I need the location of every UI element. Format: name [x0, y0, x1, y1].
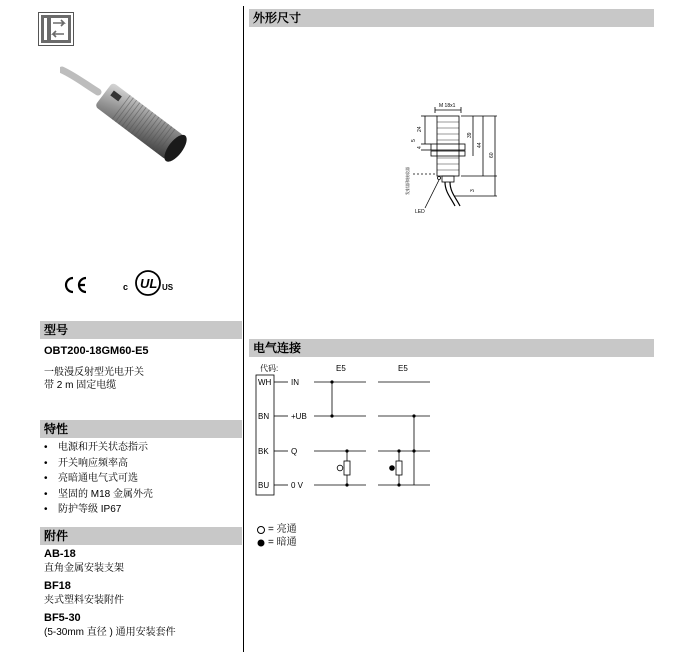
dim-label: 60	[489, 152, 495, 158]
feature-item: • 电源和开关状态指示	[44, 442, 148, 453]
dim-label: 5	[411, 139, 417, 142]
legend-dark-label: = 暗通	[268, 537, 297, 548]
dimensions-header: 外形尺寸	[249, 9, 654, 27]
ul-listed-logo	[120, 268, 176, 298]
features-header: 特性	[40, 420, 242, 438]
model-header: 型号	[40, 321, 242, 339]
model-code: OBT200-18GM60-E5	[44, 345, 149, 357]
svg-text:UL: UL	[140, 276, 158, 291]
terminal-label: Q	[291, 447, 298, 456]
dim-thread: M 18x1	[439, 103, 456, 109]
accessory-code: AB-18	[44, 548, 76, 560]
accessory-code: BF18	[44, 580, 71, 592]
led-label: LED	[415, 209, 425, 215]
legend-light-label: = 亮通	[268, 524, 297, 535]
accessory-code: BF5-30	[44, 612, 81, 624]
feature-item: • 防护等级 IP67	[44, 504, 122, 515]
dim-label: 44	[477, 142, 483, 148]
feature-item: • 开关响应频率高	[44, 457, 128, 469]
wiring-column-code: E5	[336, 364, 346, 373]
accessories-header: 附件	[40, 527, 242, 545]
terminal-code: BK	[258, 447, 269, 456]
terminal-code: BN	[258, 412, 270, 421]
feature-item: • 坚固的 M18 金属外壳	[44, 488, 154, 500]
wiring-header: 电气连接	[249, 339, 654, 357]
accessory-desc: (5-30mm 直径 ) 通用安装套件	[44, 627, 176, 638]
svg-text:US: US	[162, 283, 174, 292]
dim-label: 24	[417, 126, 423, 132]
wiring-code-label: 代码:	[260, 364, 279, 373]
terminal-label: +UB	[291, 412, 307, 421]
ce-mark-logo	[62, 275, 90, 295]
dim-label: 4	[417, 146, 423, 149]
model-description: 一般漫反射型光电开关	[44, 367, 144, 378]
terminal-code: BU	[258, 481, 270, 490]
terminal-label: IN	[291, 378, 299, 387]
dim-label: 39	[467, 132, 473, 138]
wiring-column-code: E5	[398, 364, 408, 373]
dim-side-label: 发射器和接收器	[405, 167, 410, 195]
legend-dark-icon	[256, 538, 266, 548]
product-photo	[60, 62, 220, 192]
dimension-drawing	[395, 100, 515, 220]
model-cable-note: 带 2 m 固定电缆	[44, 380, 117, 391]
terminal-label: 0 V	[291, 481, 304, 490]
accessory-desc: 直角金属安装支架	[44, 563, 124, 574]
accessory-desc: 夹式塑料安装附件	[44, 595, 124, 606]
svg-text:c: c	[123, 282, 129, 292]
terminal-code: WH	[258, 378, 272, 387]
dim-label: 3	[470, 189, 476, 192]
column-divider	[243, 6, 244, 652]
sensor-type-icon	[38, 12, 74, 46]
feature-item: • 亮暗通电气式可选	[44, 473, 138, 484]
features-list	[44, 440, 153, 518]
wiring-diagram	[250, 360, 450, 500]
legend-light-icon	[256, 525, 266, 535]
